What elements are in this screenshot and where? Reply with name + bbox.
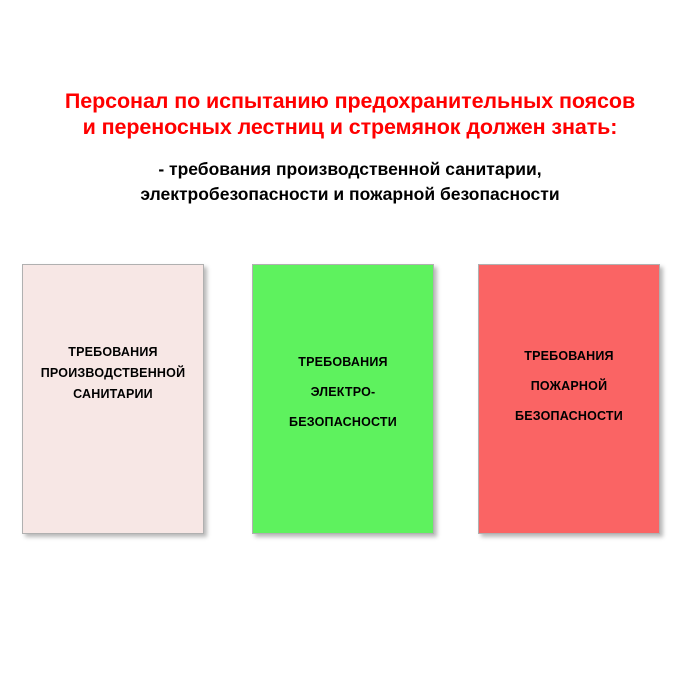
card-electrical-safety-line-1: ТРЕБОВАНИЯ: [298, 355, 388, 369]
page-subtitle: [0, 157, 700, 207]
card-electrical-safety-line-2: ЭЛЕКТРО-: [310, 385, 376, 399]
card-electrical-safety-line-3: БЕЗОПАСНОСТИ: [289, 415, 397, 429]
card-electrical-safety-text: [253, 347, 433, 437]
card-sanitation-line-2: ПРОИЗВОДСТВЕННОЙ: [40, 366, 186, 380]
subtitle-line-2: электробезопасности и пожарной безопасности: [140, 184, 560, 204]
card-fire-safety-line-2: ПОЖАРНОЙ: [530, 379, 608, 393]
card-fire-safety-line-3: БЕЗОПАСНОСТИ: [515, 409, 623, 423]
card-sanitation: [22, 264, 204, 534]
card-fire-safety: [478, 264, 660, 534]
subtitle-line-1: - требования производственной санитарии,: [158, 159, 542, 179]
card-fire-safety-line-1: ТРЕБОВАНИЯ: [524, 349, 614, 363]
card-group: [0, 264, 700, 536]
card-sanitation-line-1: ТРЕБОВАНИЯ: [68, 345, 158, 359]
title-line-1: Персонал по испытанию предохранительных поясов: [64, 89, 636, 113]
card-electrical-safety: [252, 264, 434, 534]
card-sanitation-line-3: САНИТАРИИ: [73, 387, 153, 401]
card-sanitation-text: [23, 342, 203, 405]
card-fire-safety-text: [479, 341, 659, 431]
page-title: [0, 88, 700, 140]
title-line-2: и переносных лестниц и стремянок должен знать:: [82, 115, 618, 139]
